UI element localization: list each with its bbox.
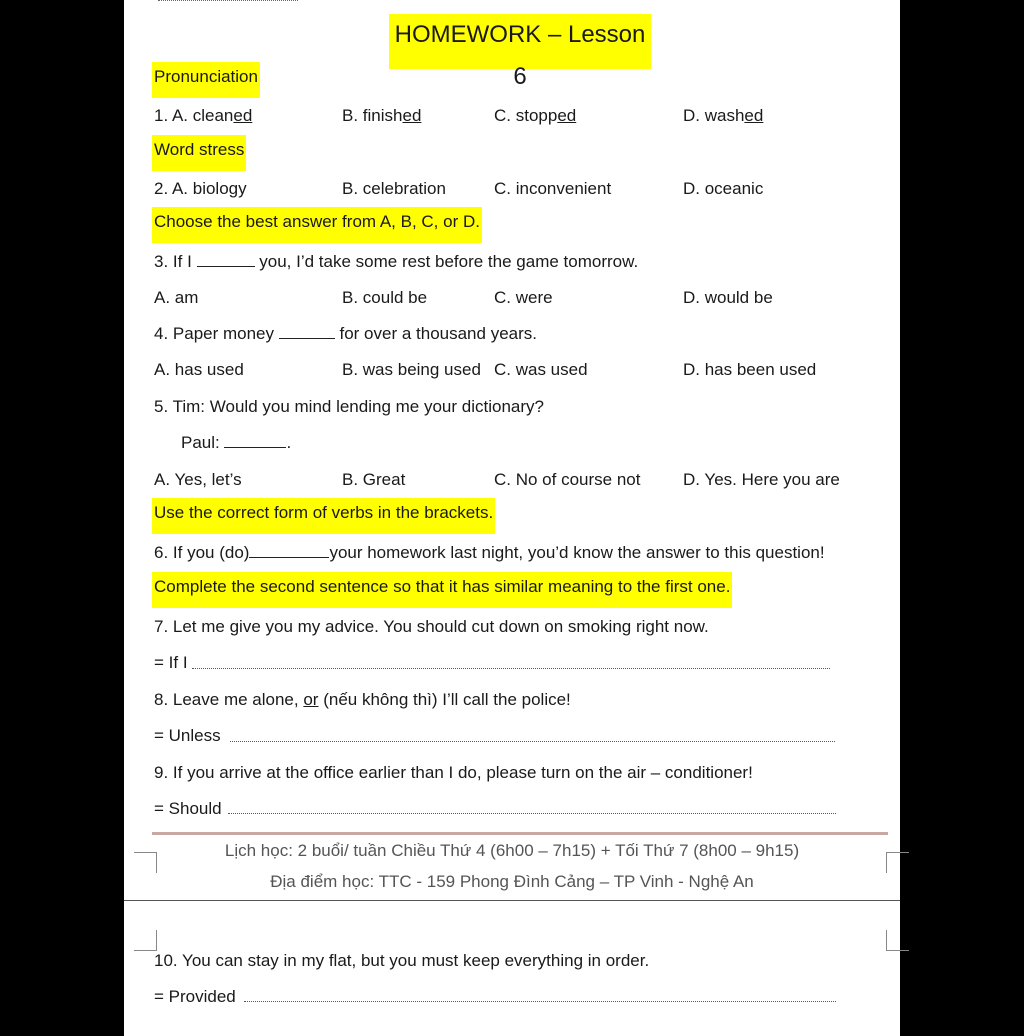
q8-sentence: 8. Leave me alone, or (nếu không thì) I’ll call the police! [154, 690, 571, 709]
q9-answer-line [228, 811, 836, 814]
section-verb-forms: Use the correct form of verbs in the brackets. [152, 498, 495, 534]
q5-option-d: D. Yes. Here you are [683, 470, 840, 489]
q6-sentence: 6. If you (do) your homework last night, you’d know the answer to this question! [154, 543, 825, 562]
speaker-paul: Paul: [181, 433, 220, 452]
q3-option-b: B. could be [342, 288, 428, 307]
q2-option-a: 2. A. biology [154, 179, 247, 198]
q10-sentence: 10. You can stay in my flat, but you must keep everything in order. [154, 951, 650, 970]
q3-option-c: C. were [494, 288, 553, 307]
footer-schedule: Lịch học: 2 buổi/ tuần Chiều Thứ 4 (6h00 – 7h15) + Tối Thứ 7 (8h00 – 9h15) [224, 841, 800, 860]
q5-line-1: 5. Tim: Would you mind lending me your dictionary? [154, 397, 544, 416]
corner-mark [886, 930, 909, 951]
q7-sentence: 7. Let me give you my advice. You should cut down on smoking right now. [154, 617, 709, 636]
corner-mark [134, 930, 157, 951]
footer-location: Địa điểm học: TTC - 159 Phong Đình Cảng – TP Vinh - Nghệ An [270, 872, 754, 891]
section-complete-sentence: Complete the second sentence so that it has similar meaning to the first one. [152, 572, 732, 608]
q1-option-d: D. washed [683, 106, 764, 125]
q2-option-b: B. celebration [342, 179, 446, 198]
q9-start: = Should [154, 799, 222, 818]
q5-line-2: Paul: . [181, 433, 292, 452]
q1-option-c: C. stopped [494, 106, 577, 125]
q1-option-a: 1. A. cleaned [154, 106, 253, 125]
q5-option-c: C. No of course not [494, 470, 641, 489]
section-word-stress: Word stress [152, 135, 246, 171]
page-title: HOMEWORK – Lesson 6 [389, 14, 651, 69]
q5-option-a: A. Yes, let’s [154, 470, 242, 489]
q8-answer-line [230, 739, 835, 742]
page-break-line [124, 900, 900, 901]
footer-divider [152, 832, 888, 835]
q3-option-a: A. am [154, 288, 199, 307]
q4-option-b: B. was being used [342, 360, 481, 379]
q1-option-b: B. finished [342, 106, 422, 125]
document-page [124, 0, 900, 1036]
q8-start: = Unless [154, 726, 221, 745]
q9-sentence: 9. If you arrive at the office earlier than I do, please turn on the air – conditioner! [154, 763, 753, 782]
q5-option-b: B. Great [342, 470, 406, 489]
q7-start: = If I [154, 653, 188, 672]
q4-option-c: C. was used [494, 360, 588, 379]
q4-option-d: D. has been used [683, 360, 817, 379]
q4-sentence: 4. Paper money for over a thousand years. [154, 324, 537, 343]
q7-answer-line [192, 666, 830, 669]
q3-option-d: D. would be [683, 288, 773, 307]
speaker-tim: Tim: [172, 397, 206, 416]
q4-option-a: A. has used [154, 360, 244, 379]
q3-sentence: 3. If I you, I’d take some rest before the game tomorrow. [154, 252, 639, 271]
top-dotted-line [158, 0, 298, 1]
q2-option-c: C. inconvenient [494, 179, 612, 198]
q10-start: = Provided [154, 987, 236, 1006]
q2-option-d: D. oceanic [683, 179, 764, 198]
section-pronunciation: Pronunciation [152, 62, 260, 98]
q10-answer-line [244, 999, 836, 1002]
section-choose-best-answer: Choose the best answer from A, B, C, or D. [152, 207, 482, 243]
